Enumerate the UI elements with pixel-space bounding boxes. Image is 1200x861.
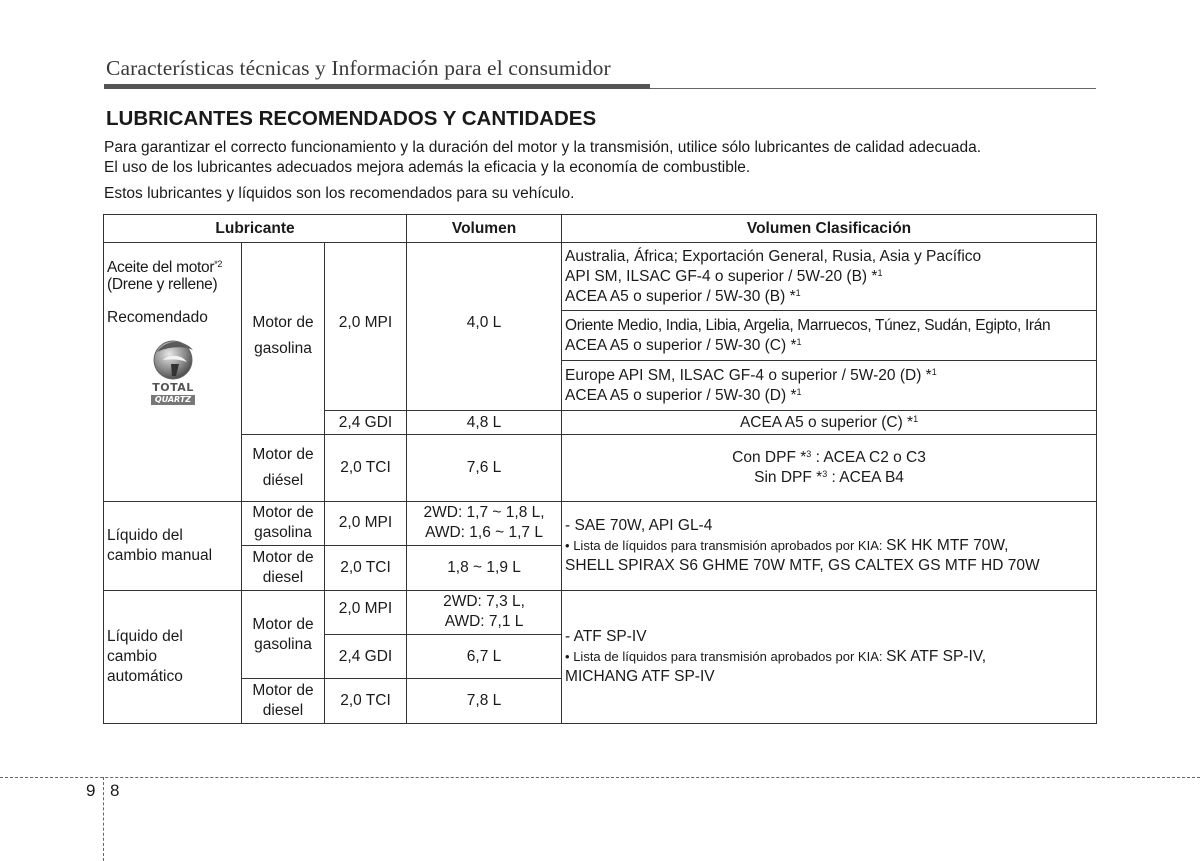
spec-text: API SM, ILSAC GF-4 o superior / 5W-20 (B) *	[565, 267, 878, 285]
volume-cell	[407, 501, 562, 545]
volume-value: AWD: 7,1 L	[444, 613, 524, 631]
total-logo-icon	[149, 334, 197, 382]
table-header-row	[104, 215, 1097, 243]
volume-value: 4,0 L	[407, 243, 562, 411]
table-row	[104, 590, 1097, 634]
engine-type-label: Motor de	[252, 548, 314, 566]
engine-type-label: Motor de	[252, 314, 314, 332]
spec-text: ACEA A5 o superior / 5W-30 (B) *	[565, 287, 796, 305]
spec-text: SK ATF SP-IV,	[886, 647, 987, 665]
intro-line-1: Para garantizar el correcto funcionamiento y la duración del motor y la transmisión, utilice sólo lubricantes de calidad adecuada.	[104, 139, 982, 156]
spec-note: 1	[877, 267, 883, 278]
intro-line-2: El uso de los lubricantes adecuados mejora además la eficacia y la economía de combustible.	[104, 159, 751, 176]
engine-type-cell	[242, 590, 325, 679]
engine-type-label: gasolina	[254, 635, 312, 653]
engine-type-label: diesel	[262, 568, 304, 586]
total-quartz-logo	[107, 334, 239, 405]
engine-oil-note: *2	[214, 259, 223, 270]
volume-value: 6,7 L	[407, 635, 562, 679]
volume-value: 1,8 ~ 1,9 L	[407, 546, 562, 590]
spec-text: Europe API SM, ILSAC GF-4 o superior / 5W-20 (D) *	[565, 366, 932, 384]
engine-variant: 2,0 TCI	[325, 679, 407, 724]
logo-subtext: QUARTZ	[151, 395, 195, 405]
engine-oil-label: Aceite del motor	[107, 259, 215, 277]
auto-trans-label: cambio	[107, 647, 157, 665]
engine-type-cell	[242, 501, 325, 545]
volume-value: 2WD: 7,3 L,	[443, 593, 525, 611]
spec-text: : ACEA B4	[827, 468, 904, 486]
footer-dashed-line	[0, 777, 1200, 778]
engine-type-label: Motor de	[252, 504, 314, 522]
engine-type-cell	[242, 679, 325, 724]
engine-type-label: Motor de	[252, 615, 314, 633]
spec-text: - ATF SP-IV	[565, 627, 647, 645]
header-volumen: Volumen	[407, 215, 562, 243]
engine-variant: 2,0 TCI	[325, 435, 407, 502]
spec-text: Sin DPF *	[754, 468, 823, 486]
manual-trans-cell	[104, 501, 242, 590]
engine-type-label: Motor de	[252, 682, 314, 700]
volume-value: 7,8 L	[407, 679, 562, 724]
recommended-label: Recomendado	[107, 309, 208, 327]
spec-cell	[562, 435, 1097, 502]
recommendation-paragraph: Estos lubricantes y líquidos son los recomendados para su vehículo.	[104, 185, 575, 202]
engine-variant: 2,0 MPI	[325, 243, 407, 411]
spec-text: ACEA A5 o superior (C) *	[739, 413, 914, 431]
engine-type-label: gasolina	[254, 340, 312, 358]
footer-dashed-divider	[103, 777, 104, 861]
spec-region: Australia, África; Exportación General, Rusia, Asia y Pacífico	[565, 247, 982, 265]
engine-type-label: diésel	[262, 471, 304, 489]
spec-bullet: • Lista de líquidos para transmisión aprobados por KIA:	[565, 537, 887, 553]
spec-text: SHELL SPIRAX S6 GHME 70W MTF, GS CALTEX GS MTF HD 70W	[565, 556, 1040, 574]
spec-note: 3	[822, 468, 828, 479]
manual-trans-label: Líquido del	[107, 526, 183, 544]
auto-trans-cell	[104, 590, 242, 723]
volume-value: 2WD: 1,7 ~ 1,8 L,	[423, 504, 545, 522]
spec-cell	[562, 243, 1097, 311]
volume-value: 4,8 L	[407, 410, 562, 434]
auto-trans-label: Líquido del	[107, 627, 183, 645]
spec-cell	[562, 361, 1097, 410]
spec-cell	[562, 310, 1097, 360]
engine-variant: 2,4 GDI	[325, 410, 407, 434]
engine-variant: 2,0 TCI	[325, 546, 407, 590]
engine-oil-label-2: (Drene y rellene)	[107, 276, 218, 294]
page-number: 8	[110, 781, 120, 800]
spec-text: : ACEA C2 o C3	[811, 448, 926, 466]
chapter-number: 9	[86, 781, 96, 800]
spec-text: ACEA A5 o superior / 5W-30 (C) *	[565, 336, 797, 354]
manual-trans-label: cambio manual	[107, 546, 213, 564]
logo-text: TOTAL	[152, 381, 194, 395]
spec-note: 1	[796, 386, 802, 397]
auto-trans-label: automático	[107, 667, 183, 685]
engine-oil-diesel-cell	[242, 435, 325, 502]
spec-note: 3	[806, 448, 812, 459]
header-lubricante: Lubricante	[104, 215, 407, 243]
engine-variant: 2,0 MPI	[325, 590, 407, 634]
spec-cell	[562, 501, 1097, 590]
table-row	[104, 243, 1097, 311]
spec-text: ACEA A5 o superior / 5W-30 (D) *	[565, 386, 797, 404]
spec-bullet: • Lista de líquidos para transmisión aprobados por KIA:	[565, 648, 887, 664]
engine-type-label: gasolina	[254, 524, 312, 542]
spec-cell	[562, 590, 1097, 723]
spec-text: - SAE 70W, API GL-4	[565, 516, 713, 534]
engine-variant: 2,4 GDI	[325, 635, 407, 679]
engine-type-label: Motor de	[252, 445, 314, 463]
table-row	[104, 501, 1097, 545]
spec-text: Con DPF *	[732, 448, 807, 466]
spec-text: MICHANG ATF SP-IV	[565, 667, 715, 685]
volume-cell	[407, 590, 562, 634]
engine-type-cell	[242, 546, 325, 590]
spec-note: 1	[931, 366, 937, 377]
section-title: LUBRICANTES RECOMENDADOS Y CANTIDADES	[106, 107, 597, 130]
spec-note: 1	[795, 287, 801, 298]
volume-value: AWD: 1,6 ~ 1,7 L	[425, 524, 543, 542]
table-row	[104, 435, 1097, 502]
header-clasificacion: Volumen Clasificación	[562, 215, 1097, 243]
spec-note: 1	[796, 336, 802, 347]
intro-paragraph	[104, 138, 981, 178]
chapter-title: Características técnicas y Información para el consumidor	[106, 56, 611, 80]
spec-region: Oriente Medio, India, Libia, Argelia, Marruecos, Túnez, Sudán, Egipto, Irán	[565, 316, 1051, 334]
spec-note: 1	[913, 413, 919, 424]
spec-cell	[562, 410, 1097, 434]
engine-variant: 2,0 MPI	[325, 501, 407, 545]
lubricants-table	[103, 214, 1097, 724]
spec-text: SK HK MTF 70W,	[886, 536, 1009, 554]
engine-oil-gasoline-cell	[242, 243, 325, 435]
header-rule-thin	[650, 88, 1096, 89]
volume-value: 7,6 L	[407, 435, 562, 502]
engine-type-label: diesel	[262, 702, 304, 720]
engine-oil-cell	[104, 243, 242, 502]
header-rule-bold	[104, 84, 650, 89]
